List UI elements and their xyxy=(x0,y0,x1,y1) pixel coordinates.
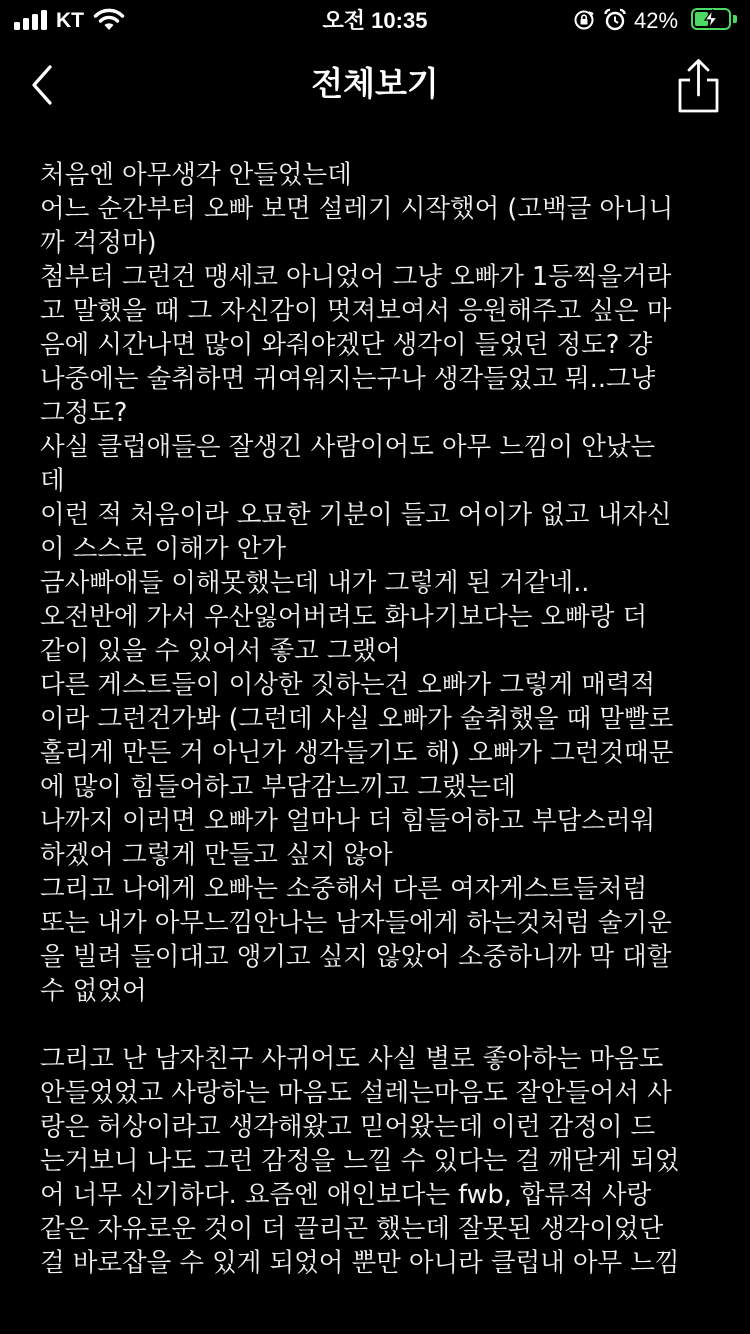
body-text-line: 또는 내가 아무느낌안나는 남자들에게 하는것처럼 술기운 xyxy=(40,908,672,938)
body-text-line: 음에 시간나면 많이 와줘야겠단 생각이 들었던 정도? 걍 xyxy=(40,330,653,360)
rotation-lock-icon xyxy=(573,9,595,31)
body-text-line: 안들었었고 사랑하는 마음도 설레는마음도 잘안들어서 사 xyxy=(40,1078,672,1108)
body-text-line: 같은 자유로운 것이 더 끌리곤 했는데 잘못된 생각이었단 xyxy=(40,1214,664,1244)
body-text-line: 나중에는 술취하면 귀여워지는구나 생각들었고 뭐..그냥 xyxy=(40,364,656,394)
page-title: 전체보기 xyxy=(311,64,439,103)
body-text-line: 걸 바로잡을 수 있게 되었어 뿐만 아니라 클럽내 아무 느낌 xyxy=(40,1248,680,1278)
navigation-bar xyxy=(0,40,750,130)
body-text-line: 금사빠애들 이해못했는데 내가 그렇게 된 거같네.. xyxy=(40,568,590,598)
battery-percent: 42% xyxy=(634,8,679,33)
body-text-line: 는거보니 나도 그런 감정을 느낄 수 있다는 걸 깨닫게 되었 xyxy=(40,1146,680,1176)
back-button[interactable] xyxy=(22,60,66,110)
status-time: 오전 10:35 xyxy=(322,8,428,33)
body-text-line: 나까지 이러면 오빠가 얼마나 더 힘들어하고 부담스러워 xyxy=(40,806,656,836)
body-text-line: 첨부터 그런건 맹세코 아니었어 그냥 오빠가 1등찍을거라 xyxy=(40,262,672,292)
body-text-line: 오전반에 가서 우산잃어버려도 화나기보다는 오빠랑 더 xyxy=(40,602,648,632)
body-text-line: 랑은 허상이라고 생각해왔고 믿어왔는데 이런 감정이 드 xyxy=(40,1112,656,1142)
body-text-line: 을 빌려 들이대고 앵기고 싶지 않았어 소중하니까 막 대할 xyxy=(40,942,672,972)
status-bar xyxy=(0,0,750,40)
body-text-line: 어느 순간부터 오빠 보면 설레기 시작했어 (고백글 아니니 xyxy=(40,194,674,224)
body-text-line: 홀리게 만든 거 아닌가 생각들기도 해) 오빠가 그런것때문 xyxy=(40,738,674,768)
body-text-line: 그리고 나에게 오빠는 소중해서 다른 여자게스트들처럼 xyxy=(40,874,648,904)
alarm-icon xyxy=(603,8,627,32)
battery-charging-icon xyxy=(691,8,739,32)
body-text-line: 데 xyxy=(40,466,65,496)
body-text-line: 에 많이 힘들어하고 부담감느끼고 그랬는데 xyxy=(40,772,516,802)
body-text-line: 처음엔 아무생각 안들었는데 xyxy=(40,160,352,190)
body-text-line: 까 걱정마) xyxy=(40,228,157,258)
body-text-line: 고 말했을 때 그 자신감이 멋져보여서 응원해주고 싶은 마 xyxy=(40,296,672,326)
chevron-left-icon xyxy=(22,60,66,110)
body-text-line: 이 스스로 이해가 안가 xyxy=(40,534,287,564)
post-body xyxy=(40,158,720,1334)
body-text-line: 이라 그런건가봐 (그런데 사실 오빠가 술취했을 때 말빨로 xyxy=(40,704,674,734)
share-icon xyxy=(668,56,728,116)
body-text-line: 이런 적 처음이라 오묘한 기분이 들고 어이가 없고 내자신 xyxy=(40,500,672,530)
body-text-line: 수 없었어 xyxy=(40,976,147,1006)
body-text-line: 그리고 난 남자친구 사귀어도 사실 별로 좋아하는 마음도 xyxy=(40,1044,664,1074)
body-text-line: 어 너무 신기하다. 요즘엔 애인보다는 fwb, 합류적 사랑 xyxy=(40,1180,652,1210)
body-text-line: 그정도? xyxy=(40,398,128,428)
body-text-line: 하겠어 그렇게 만들고 싶지 않아 xyxy=(40,840,393,870)
share-button[interactable] xyxy=(668,56,728,116)
carrier-label: KT xyxy=(56,9,84,32)
body-text-line: 사실 클럽애들은 잘생긴 사람이어도 아무 느낌이 안났는 xyxy=(40,432,656,462)
body-text-line: 같이 있을 수 있어서 좋고 그랬어 xyxy=(40,636,401,666)
body-text-line: 다른 게스트들이 이상한 짓하는건 오빠가 그렇게 매력적 xyxy=(40,670,656,700)
blank-line xyxy=(40,1008,720,1042)
